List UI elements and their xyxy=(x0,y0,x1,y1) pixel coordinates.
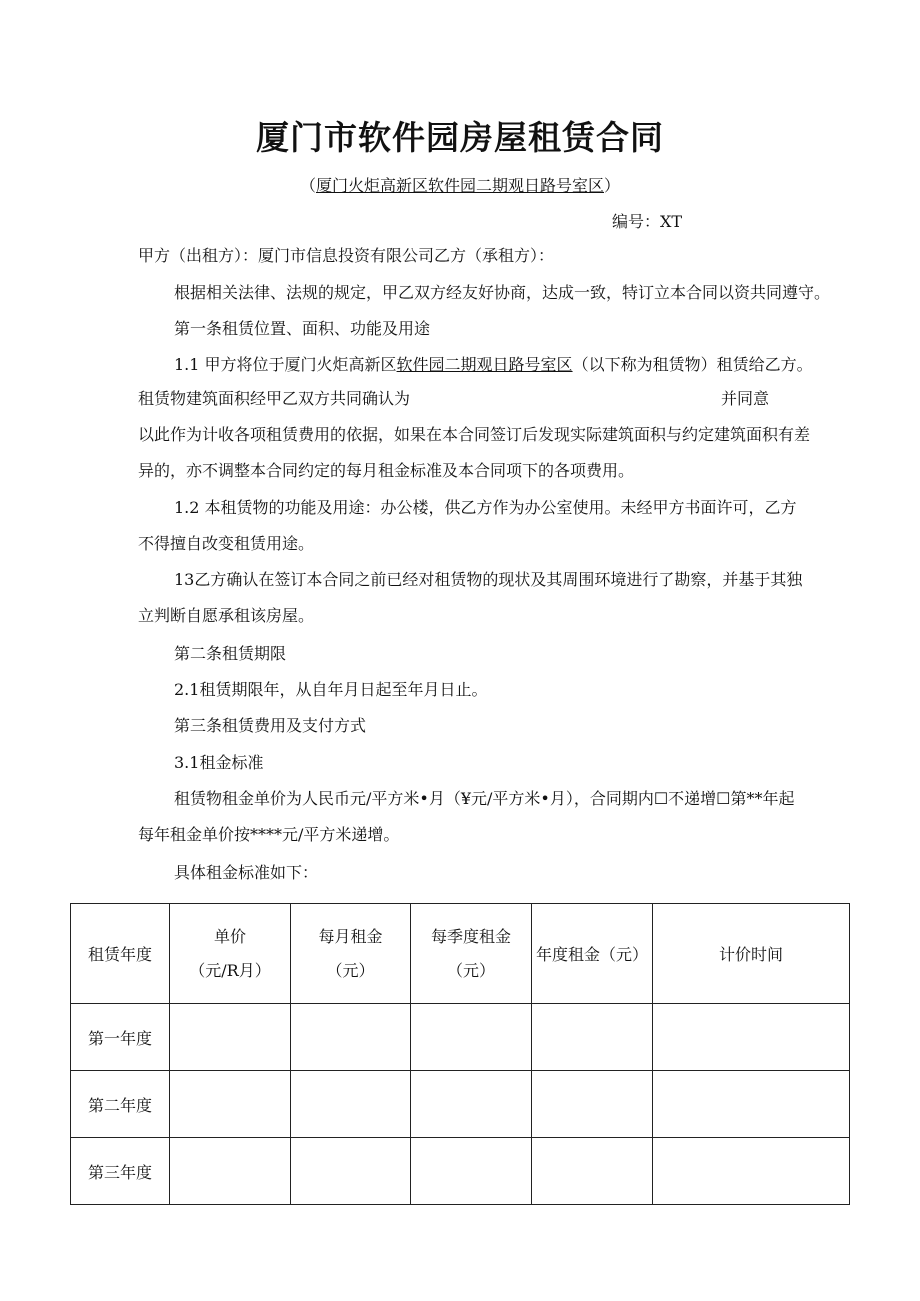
table-row xyxy=(71,1071,850,1138)
header-annual-rent: 年度租金（元） xyxy=(532,904,653,1004)
table-row xyxy=(71,1004,850,1071)
clause-3-1-line-1: 租赁物租金单价为人民币元/平方米•月（¥元/平方米•月），合同期内☐不递增☐第**年起 xyxy=(174,789,795,808)
clause-1-3-line-1: 13乙方确认在签订本合同之前已经对租赁物的现状及其周围环境进行了勘察，并基于其独 xyxy=(174,570,803,589)
table-cell xyxy=(291,1071,411,1138)
clause-1-2-line-1: 1.2 本租赁物的功能及用途：办公楼，供乙方作为办公室使用。未经甲方书面许可，乙方 xyxy=(174,498,797,517)
article-3-heading: 第三条租赁费用及支付方式 xyxy=(174,716,367,735)
table-cell xyxy=(170,1138,291,1205)
table-row xyxy=(71,1138,850,1205)
clause-2-1: 2.1租赁期限年，从自年月日起至年月日止。 xyxy=(174,680,488,699)
document-subtitle: （厦门火炬高新区软件园二期观日路号室区） xyxy=(299,176,621,195)
clause-1-3-line-2: 立判断自愿承租该房屋。 xyxy=(138,606,315,625)
table-cell xyxy=(532,1071,653,1138)
header-pricing-time: 计价时间 xyxy=(653,904,850,1004)
clause-1-1-line-2a: 租赁物建筑面积经甲乙双方共同确认为 xyxy=(138,389,411,408)
parties-line: 甲方（出租方）：厦门市信息投资有限公司乙方（承租方）： xyxy=(138,246,555,265)
table-intro: 具体租金标准如下： xyxy=(174,863,319,882)
table-cell xyxy=(411,1071,532,1138)
table-cell xyxy=(170,1071,291,1138)
article-1-heading: 第一条租赁位置、面积、功能及用途 xyxy=(174,319,431,338)
clause-1-1-line-4: 异的，亦不调整本合同约定的每月租金标准及本合同项下的各项费用。 xyxy=(138,461,635,480)
row-label-year-1: 第一年度 xyxy=(71,1004,170,1071)
row-label-year-2: 第二年度 xyxy=(71,1071,170,1138)
preamble: 根据相关法律、法规的规定，甲乙双方经友好协商，达成一致，特订立本合同以资共同遵守。 xyxy=(174,283,831,302)
clause-1-2-line-2: 不得擅自改变租赁用途。 xyxy=(138,534,315,553)
table-cell xyxy=(291,1138,411,1205)
document-title: 厦门市软件园房屋租赁合同 xyxy=(256,118,664,157)
rent-table xyxy=(70,903,850,1205)
header-quarterly-rent: 每季度租金 （元） xyxy=(411,904,532,1004)
table-cell xyxy=(532,1004,653,1071)
table-cell xyxy=(411,1138,532,1205)
clause-1-1-line-3: 以此作为计收各项租赁费用的依据，如果在本合同签订后发现实际建筑面积与约定建筑面积有差 xyxy=(138,425,811,444)
clause-1-1-line-2b: 并同意 xyxy=(721,389,770,408)
table-cell xyxy=(532,1138,653,1205)
table-header-row xyxy=(71,904,850,1004)
article-2-heading: 第二条租赁期限 xyxy=(174,644,287,663)
table-cell xyxy=(653,1071,850,1138)
table-cell xyxy=(653,1138,850,1205)
header-unit-price: 单价 （元/R月） xyxy=(170,904,291,1004)
clause-3-1-line-2: 每年租金单价按****元/平方米递增。 xyxy=(138,825,400,844)
header-year: 租赁年度 xyxy=(71,904,170,1004)
clause-1-1-address: 软件园二期观日路号室区 xyxy=(396,355,573,374)
clause-1-1-line-1: 1.1 甲方将位于厦门火炬高新区软件园二期观日路号室区（以下称为租赁物）租赁给乙方。 xyxy=(174,355,813,374)
contract-number: 编号：XT xyxy=(612,212,683,231)
table-cell xyxy=(653,1004,850,1071)
table-cell xyxy=(411,1004,532,1071)
clause-3-1-heading: 3.1租金标准 xyxy=(174,753,264,772)
table-cell xyxy=(170,1004,291,1071)
table-cell xyxy=(291,1004,411,1071)
header-monthly-rent: 每月租金 （元） xyxy=(291,904,411,1004)
subtitle-address: 厦门火炬高新区软件园二期观日路号室区 xyxy=(315,176,604,195)
row-label-year-3: 第三年度 xyxy=(71,1138,170,1205)
